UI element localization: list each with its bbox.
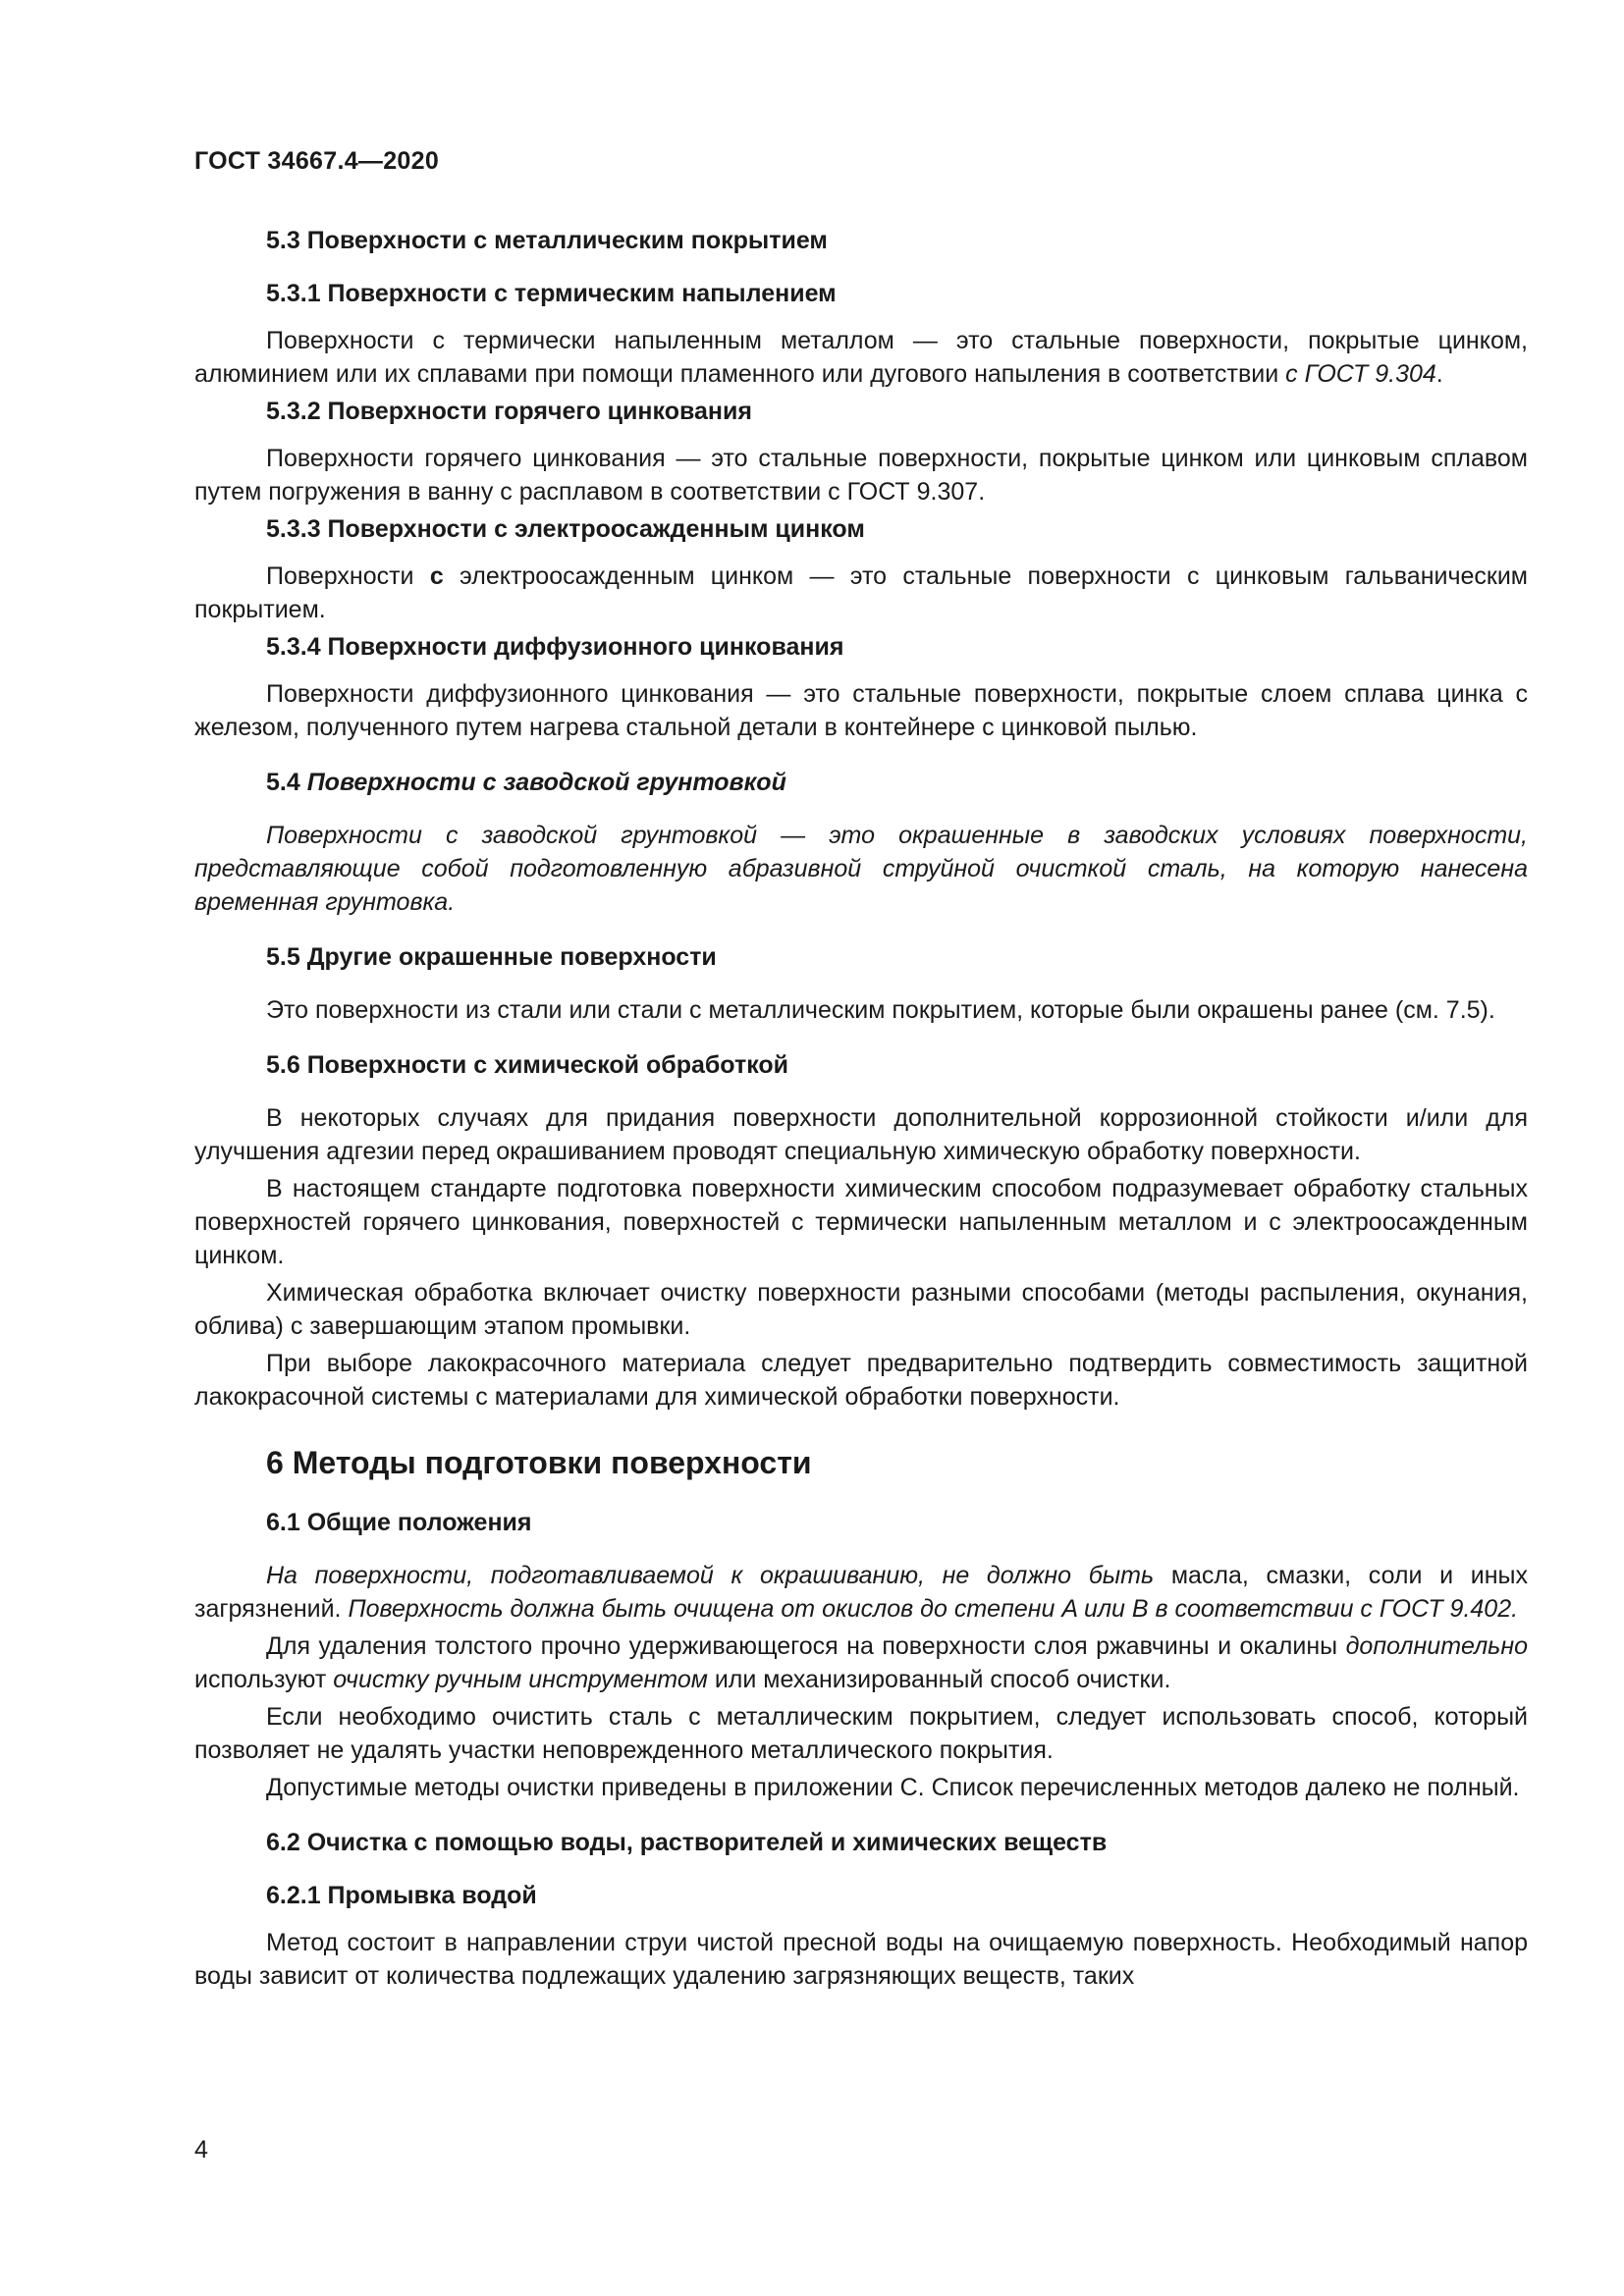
section-5-3-2-text: Поверхности горячего цинкования — это стальные поверхности, покрытые цинком или цинковым сплавом путем погружения в ванну с расплавом в соответствии с ГОСТ 9.307. bbox=[194, 445, 1528, 506]
section-5-5-title: 5.5 Другие окрашенные поверхности bbox=[266, 943, 717, 971]
section-5-6-paragraph: В некоторых случаях для придания поверхности дополнительной коррозионной стойкости и/или для улучшения адгезии перед окрашиванием проводят специальную химическую обработку поверхности. bbox=[194, 1104, 1528, 1165]
section-5-3-1-title: 5.3.1 Поверхности с термическим напылением bbox=[266, 280, 837, 307]
text-run: используют bbox=[194, 1666, 334, 1693]
text-run: Для удаления толстого прочно удерживающегося на поверхности слоя ржавчины и окалины bbox=[266, 1632, 1346, 1660]
section-5-3-1-text bbox=[194, 324, 1528, 391]
section-5-3-4-title: 5.3.4 Поверхности диффузионного цинкования bbox=[266, 633, 844, 661]
section-6-2-title: 6.2 Очистка с помощью воды, растворителей и химических веществ bbox=[266, 1829, 1108, 1856]
section-5-4-text: Поверхности с заводской грунтовкой — это окрашенные в заводских условиях поверхности, представляющие собой подготовленную абразивной струйной очисткой сталь, на которую нанесена временная грунтовка. bbox=[194, 822, 1528, 916]
section-6-1-paragraph bbox=[194, 1629, 1528, 1696]
section-6-title: 6 Методы подготовки поверхности bbox=[266, 1445, 812, 1480]
italic-text-run: дополнительно bbox=[1345, 1632, 1528, 1660]
section-5-5-text: Это поверхности из стали или стали с металлическим покрытием, которые были окрашены ранее (см. 7.5). bbox=[266, 996, 1495, 1024]
bold-text-run: с bbox=[429, 562, 444, 590]
text-run: электроосажденным цинком — это стальные поверхности с цинковым гальваническим покрытием. bbox=[194, 562, 1528, 623]
section-5-4-title bbox=[266, 766, 1528, 799]
section-6-2-1-title: 6.2.1 Промывка водой bbox=[266, 1882, 537, 1909]
document-code: ГОСТ 34667.4—2020 bbox=[194, 147, 440, 175]
text-run: Поверхности bbox=[266, 562, 430, 590]
section-number: 5.4 bbox=[266, 769, 307, 796]
italic-text-run: очистку ручным инструментом bbox=[333, 1666, 708, 1693]
section-5-6-paragraph: В настоящем стандарте подготовка поверхности химическим способом подразумевает обработку стальных поверхностей горячего цинкования, поверхностей с термически напыленным металлом и с электроосажденным цинком. bbox=[194, 1175, 1528, 1269]
section-5-6-paragraph: Химическая обработка включает очистку поверхности разными способами (методы распыления, окунания, облива) с завершающим этапом промывки. bbox=[194, 1279, 1528, 1340]
section-5-3-2-title: 5.3.2 Поверхности горячего цинкования bbox=[266, 398, 752, 425]
section-6-1-paragraph: Если необходимо очистить сталь с металлическим покрытием, следует использовать способ, который позволяет не удалять участки неповрежденного металлического покрытия. bbox=[194, 1703, 1528, 1764]
page-number: 4 bbox=[194, 2136, 208, 2163]
section-5-6-title: 5.6 Поверхности с химической обработкой bbox=[266, 1051, 789, 1079]
section-5-3-3-title: 5.3.3 Поверхности с электроосажденным цинком bbox=[266, 515, 865, 543]
document-body bbox=[194, 224, 1528, 1997]
section-6-2-1-text: Метод состоит в направлении струи чистой пресной воды на очищаемую поверхность. Необходимый напор воды зависит от количества подлежащих удалению загрязняющих веществ, таких bbox=[194, 1929, 1528, 1990]
section-5-3-4-text: Поверхности диффузионного цинкования — это стальные поверхности, покрытые слоем сплава цинка с железом, полученного путем нагрева стальной детали в контейнере с цинковой пылью. bbox=[194, 680, 1528, 741]
section-6-1-paragraph bbox=[194, 1559, 1528, 1626]
section-6-1-paragraph: Допустимые методы очистки приведены в приложении С. Список перечисленных методов далеко не полный. bbox=[266, 1774, 1520, 1801]
italic-text-run: Поверхность должна быть очищена от окислов до степени A или B в соответствии с ГОСТ 9.402. bbox=[348, 1595, 1519, 1623]
section-title-text: Поверхности с заводской грунтовкой bbox=[306, 769, 786, 796]
italic-text-run: На поверхности, подготавливаемой к окрашиванию, не должно быть bbox=[266, 1562, 1155, 1589]
section-5-6-paragraph: При выборе лакокрасочного материала следует предварительно подтвердить совместимость защитной лакокрасочной системы с материалами для химической обработки поверхности. bbox=[194, 1350, 1528, 1411]
standard-reference: с ГОСТ 9.304 bbox=[1285, 360, 1436, 388]
section-6-1-title: 6.1 Общие положения bbox=[266, 1509, 532, 1536]
text-run: или механизированный способ очистки. bbox=[707, 1666, 1171, 1693]
section-5-3-3-text bbox=[194, 560, 1528, 626]
text-run: Поверхности с термически напыленным металлом — это стальные поверхности, покрытые цинком, алюминием или их сплавами при помощи пламенного или дугового напыления в соответствии bbox=[194, 327, 1528, 388]
section-5-3-title: 5.3 Поверхности с металлическим покрытием bbox=[266, 227, 828, 254]
text-run: . bbox=[1435, 360, 1443, 388]
text-run: масла, смазки, соли и иных загрязнений. bbox=[194, 1562, 1529, 1623]
